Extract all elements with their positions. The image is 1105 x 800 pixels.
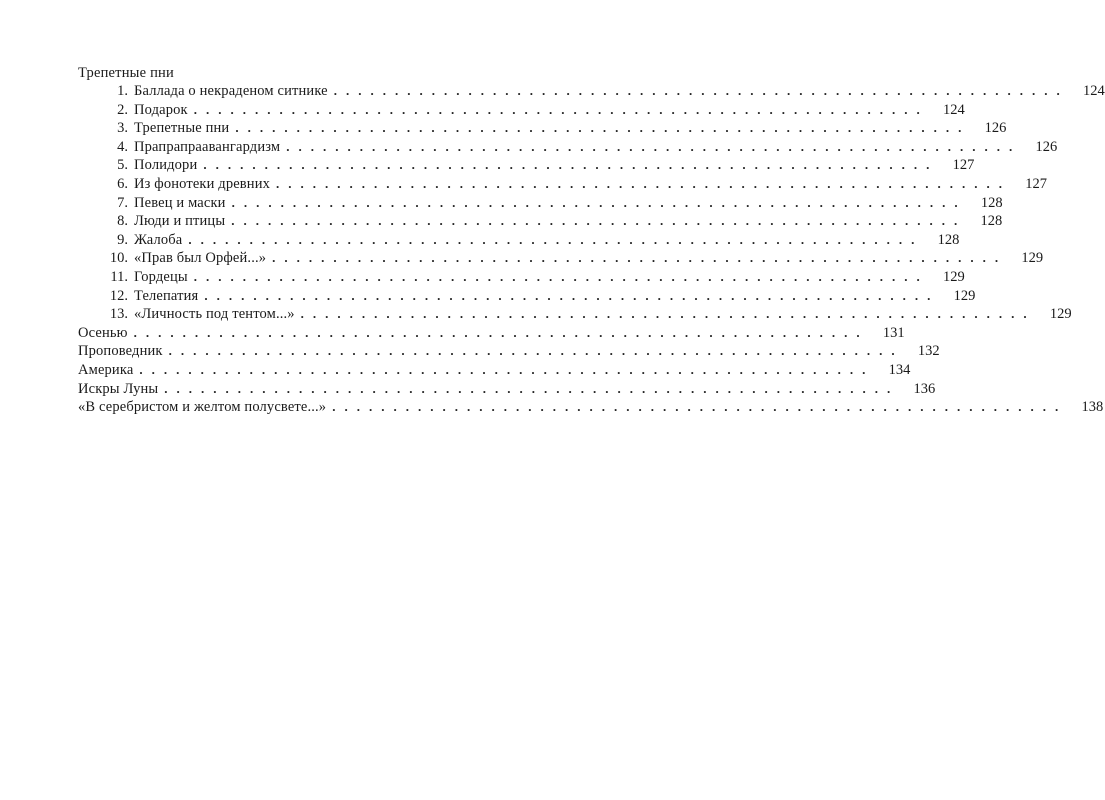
toc-entry bbox=[78, 231, 960, 250]
entry-title: Люди и птицы bbox=[134, 213, 226, 230]
entry-title: «В серебристом и желтом полусвете...» bbox=[78, 399, 327, 416]
toc-entry bbox=[78, 101, 965, 120]
toc-entry bbox=[78, 249, 1044, 268]
dot-leader: ............................................................ bbox=[203, 157, 939, 173]
dot-leader: ............................................................ bbox=[188, 231, 924, 247]
toc-entry bbox=[78, 380, 936, 399]
entry-title: Гордецы bbox=[134, 268, 188, 285]
entry-number: 4. bbox=[117, 138, 128, 155]
table-of-contents bbox=[78, 64, 1105, 417]
page-number: 131 bbox=[882, 324, 905, 341]
entry-title: Телепатия bbox=[134, 287, 199, 304]
entry-number: 9. bbox=[117, 231, 128, 248]
entry-title: Америка bbox=[78, 361, 134, 378]
page-number: 129 bbox=[1049, 306, 1072, 323]
dot-leader: ............................................................ bbox=[231, 213, 967, 229]
page-number: 127 bbox=[1025, 175, 1048, 192]
entry-title: Баллада о некраденом ситнике bbox=[134, 83, 328, 99]
entry-number: 10. bbox=[109, 250, 128, 267]
toc-entry bbox=[78, 119, 1007, 138]
toc-entry bbox=[78, 212, 1003, 231]
section-title: Трепетные пни bbox=[78, 65, 174, 81]
entry-title: Искры Луны bbox=[78, 380, 159, 397]
entry-number: 2. bbox=[117, 101, 128, 118]
entry-title: Подарок bbox=[134, 101, 188, 118]
dot-leader: ............................................................ bbox=[204, 287, 940, 303]
entry-title: «Личность под тентом...» bbox=[134, 306, 295, 323]
toc-entry bbox=[78, 361, 911, 380]
toc-entry bbox=[78, 324, 905, 343]
entry-number: 6. bbox=[117, 175, 128, 192]
dot-leader: ............................................................ bbox=[286, 138, 1022, 154]
page-number: 124 bbox=[942, 101, 965, 118]
page-number: 127 bbox=[952, 157, 975, 174]
entry-number: 12. bbox=[109, 287, 128, 304]
dot-leader: ............................................................ bbox=[168, 343, 904, 359]
entry-number: 5. bbox=[117, 157, 128, 174]
page-number: 132 bbox=[917, 343, 940, 360]
page-number: 128 bbox=[937, 231, 960, 248]
entry-title: Прапрапраавангардизм bbox=[134, 138, 281, 155]
toc-entry bbox=[78, 305, 1072, 324]
entry-title: «Прав был Орфей...» bbox=[134, 250, 267, 267]
dot-leader: ............................................................ bbox=[133, 324, 869, 340]
page-number: 129 bbox=[1021, 250, 1044, 267]
entry-number: 3. bbox=[117, 120, 128, 137]
entry-title: Осенью bbox=[78, 324, 128, 341]
entry-title: Полидори bbox=[134, 157, 198, 174]
dot-leader: ............................................................ bbox=[276, 175, 1012, 191]
page-number: 128 bbox=[980, 213, 1003, 230]
toc-entry bbox=[78, 156, 975, 175]
page-number: 134 bbox=[888, 361, 911, 378]
dot-leader: ............................................................ bbox=[164, 380, 900, 396]
page-number: 136 bbox=[913, 380, 936, 397]
entry-number: 7. bbox=[117, 194, 128, 211]
dot-leader: ............................................................ bbox=[300, 306, 1036, 322]
entry-number: 11. bbox=[110, 268, 128, 285]
dot-leader: ............................................................ bbox=[193, 268, 929, 284]
page-number: 124 bbox=[1083, 83, 1105, 99]
dot-leader: ............................................................ bbox=[139, 361, 875, 377]
dot-leader: ............................................................ bbox=[272, 250, 1008, 266]
dot-leader: ............................................................ bbox=[193, 101, 929, 117]
entry-title: Певец и маски bbox=[134, 194, 226, 211]
page-number: 129 bbox=[943, 268, 965, 285]
toc-entry bbox=[78, 287, 976, 306]
toc-entry bbox=[78, 398, 1104, 417]
page-number: 128 bbox=[980, 194, 1003, 211]
page-number: 138 bbox=[1081, 399, 1104, 416]
page-number: 126 bbox=[984, 120, 1007, 137]
toc-entry bbox=[78, 138, 1058, 157]
dot-leader: ............................................................ bbox=[333, 83, 1069, 98]
toc-entry bbox=[78, 268, 965, 287]
dot-leader: ............................................................ bbox=[231, 194, 967, 210]
entry-number: 13. bbox=[109, 306, 128, 323]
dot-leader: ............................................................ bbox=[235, 120, 971, 136]
toc-entry bbox=[78, 175, 1048, 194]
toc-entry bbox=[78, 342, 940, 361]
entry-title: Проповедник bbox=[78, 343, 163, 360]
toc-entry bbox=[78, 82, 1105, 101]
toc-entry bbox=[78, 194, 1003, 213]
entry-title: Трепетные пни bbox=[134, 120, 230, 137]
page-number: 126 bbox=[1035, 138, 1058, 155]
entry-title: Жалоба bbox=[134, 231, 183, 248]
entry-number: 8. bbox=[117, 213, 128, 230]
entry-title: Из фонотеки древних bbox=[134, 175, 271, 192]
entry-number: 1. bbox=[117, 83, 128, 99]
dot-leader: ............................................................ bbox=[332, 399, 1068, 415]
page-number: 129 bbox=[953, 287, 976, 304]
